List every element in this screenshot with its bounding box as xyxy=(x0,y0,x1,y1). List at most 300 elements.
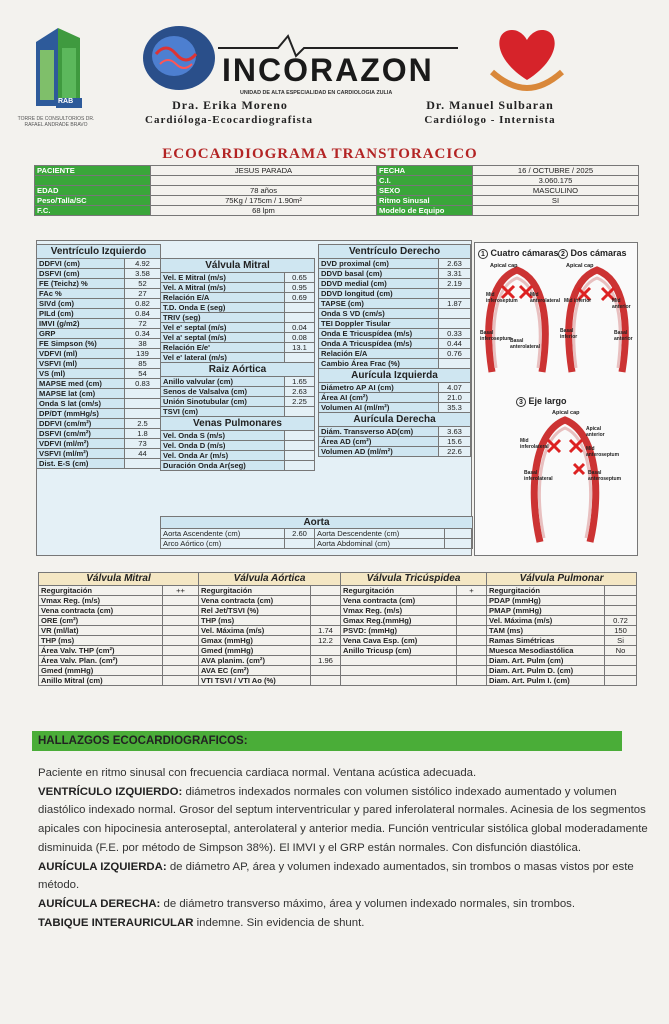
valve-aortica-label: Gmed (mmHg) xyxy=(199,646,311,656)
valve-row xyxy=(39,616,637,626)
sexo-value: MASCULINO xyxy=(473,186,639,196)
table-row xyxy=(37,329,161,339)
vi-title: Ventrículo Izquierdo xyxy=(37,245,161,259)
valve-mitral-value xyxy=(163,676,199,686)
valve-aortica-value xyxy=(311,646,341,656)
center-logo xyxy=(28,22,88,112)
row-label: DDFVI (cm/m²) xyxy=(37,419,125,429)
row-value: 3.58 xyxy=(125,269,161,279)
seg-basal-ant: Basal anterior xyxy=(614,330,633,342)
ci-value: 3.060.175 xyxy=(473,176,639,186)
row-value xyxy=(439,289,471,299)
valve-pulmonar-value: Si xyxy=(605,636,637,646)
valve-mitral-title: Válvula Mitral xyxy=(39,573,199,586)
valve-row xyxy=(39,636,637,646)
row-label: MAPSE lat (cm) xyxy=(37,389,125,399)
valve-mitral-label: Regurgitación xyxy=(39,586,163,596)
doctor2-name: Dr. Manuel Sulbaran xyxy=(426,98,554,112)
table-row xyxy=(37,429,161,439)
seg-mid-inflat: Mid inferolateral xyxy=(520,438,549,450)
valve-pulmonar-label: Diam. Art. Pulm (cm) xyxy=(487,656,605,666)
valve-mitral-value xyxy=(163,646,199,656)
findings-ti: TABIQUE INTERAURICULAR indemne. Sin evidencia de shunt. xyxy=(38,916,365,929)
table-row xyxy=(319,269,471,279)
valve-aortica-label: VTI TSVI / VTI Ao (%) xyxy=(199,676,311,686)
table-row xyxy=(161,377,315,387)
row-label: DVD proximal (cm) xyxy=(319,259,439,269)
row-value: 0.84 xyxy=(125,309,161,319)
row-label: VS (ml) xyxy=(37,369,125,379)
valve-pulmonar-label: Diam. Art. Pulm D. (cm) xyxy=(487,666,605,676)
valve-mitral-value xyxy=(163,616,199,626)
valve-aortica-label: Vel. Máxima (m/s) xyxy=(199,626,311,636)
row-label: Área AD (cm²) xyxy=(319,437,439,447)
valve-aortica-value xyxy=(311,606,341,616)
vd-table xyxy=(318,244,471,457)
table-row xyxy=(319,289,471,299)
seg-apical-cap-lax: Apical cap xyxy=(552,410,580,416)
valve-pulmonar-label: TAM (ms) xyxy=(487,626,605,636)
valve-mitral-label: Área Valv. THP (cm²) xyxy=(39,646,163,656)
table-row xyxy=(37,419,161,429)
seg-mid-ant: Mid anterior xyxy=(612,298,631,310)
row-label: Vel. Onda Ar (m/s) xyxy=(161,451,285,461)
valve-aortica-label: Vena contracta (cm) xyxy=(199,596,311,606)
vd-title: Ventrículo Derecho xyxy=(319,245,471,259)
findings-header xyxy=(32,731,622,751)
row-value: 27 xyxy=(125,289,161,299)
valve-aortica-value xyxy=(311,616,341,626)
valves-table xyxy=(38,572,637,686)
table-row xyxy=(161,441,315,451)
row-value: 0.33 xyxy=(439,329,471,339)
seg-basal-antsept: Basal anteroseptum xyxy=(588,470,622,482)
valve-row xyxy=(39,626,637,636)
table-row xyxy=(161,303,315,313)
valve-tricuspide-label: Anillo Tricusp (cm) xyxy=(341,646,457,656)
valve-pulmonar-value xyxy=(605,596,637,606)
row-value: 44 xyxy=(125,449,161,459)
doctor1-name: Dra. Erika Moreno xyxy=(172,98,288,112)
table-row xyxy=(161,397,315,407)
row-label: TSVI (cm) xyxy=(161,407,285,417)
table-row xyxy=(319,279,471,289)
valve-pulmonar-label: Vel. Máxima (m/s) xyxy=(487,616,605,626)
label-peso: Peso/Talla/SC xyxy=(35,196,151,206)
valve-pulmonar-label: Regurgitación xyxy=(487,586,605,596)
valve-pulmonar-value: 0.72 xyxy=(605,616,637,626)
row-label: DDVD longitud (cm) xyxy=(319,289,439,299)
row-label: MAPSE med (cm) xyxy=(37,379,125,389)
seg-basal-antlat: Basal anterolateral xyxy=(510,338,541,350)
table-row xyxy=(37,259,161,269)
row-value xyxy=(125,459,161,469)
row-label: Vel a' septal (m/s) xyxy=(161,333,285,343)
valve-aortica-title: Válvula Aórtica xyxy=(199,573,341,586)
brand-name: INCORAZON xyxy=(222,52,434,88)
aorta-desc-label: Aorta Descendente (cm) xyxy=(315,529,445,539)
row-value: 2.5 xyxy=(125,419,161,429)
valve-mitral-label: Vmax Reg. (m/s) xyxy=(39,596,163,606)
row-label: DSFVI (cm) xyxy=(37,269,125,279)
seg-mid-antsept: Mid anteroseptum xyxy=(586,446,620,458)
table-row xyxy=(161,313,315,323)
row-value: 1.8 xyxy=(125,429,161,439)
row-label: Diámetro AP AI (cm) xyxy=(319,383,439,393)
table-row xyxy=(37,369,161,379)
label-sexo: SEXO xyxy=(377,186,473,196)
fecha-value: 16 / OCTUBRE / 2025 xyxy=(473,166,639,176)
row-label: DP/DT (mmHg/s) xyxy=(37,409,125,419)
row-value: 0.83 xyxy=(125,379,161,389)
row-label: FE (Teichz) % xyxy=(37,279,125,289)
row-value xyxy=(439,359,471,369)
row-value: 22.6 xyxy=(439,447,471,457)
four-chamber-diagram xyxy=(478,262,561,382)
row-label: FAc % xyxy=(37,289,125,299)
seg-apical-ant: Apical anterior xyxy=(586,426,605,438)
row-value: 1.65 xyxy=(285,377,315,387)
report-title: ECOCARDIOGRAMA TRANSTORACICO xyxy=(162,146,478,162)
valve-pulmonar-value: No xyxy=(605,646,637,656)
two-chamber-diagram xyxy=(558,262,636,382)
valve-aortica-value xyxy=(311,666,341,676)
label-fecha: FECHA xyxy=(377,166,473,176)
ad-title: Aurícula Derecha xyxy=(319,413,471,427)
row-label: Dist. E-S (cm) xyxy=(37,459,125,469)
row-value: 3.31 xyxy=(439,269,471,279)
row-label: Anillo valvular (cm) xyxy=(161,377,285,387)
row-label: Área AI (cm²) xyxy=(319,393,439,403)
valve-tricuspide-label: Gmax Reg.(mmHg) xyxy=(341,616,457,626)
valve-pulmonar-value xyxy=(605,656,637,666)
valve-mitral-value xyxy=(163,596,199,606)
row-value xyxy=(439,319,471,329)
valve-pulmonar-label: Ramas Simétricas xyxy=(487,636,605,646)
valve-tricuspide-label xyxy=(341,676,457,686)
table-row xyxy=(319,259,471,269)
valve-tricuspide-value xyxy=(457,626,487,636)
valve-mitral-value xyxy=(163,636,199,646)
seg-basal-inflat: Basal inferolateral xyxy=(524,470,553,482)
row-value: 2.19 xyxy=(439,279,471,289)
aorta-asc-value: 2.60 xyxy=(285,529,315,539)
table-row xyxy=(37,269,161,279)
valve-tricuspide-value xyxy=(457,666,487,676)
valve-pulmonar-title: Válvula Pulmonar xyxy=(487,573,637,586)
aorta-abd-label: Aorta Abdominal (cm) xyxy=(315,539,445,549)
diagram-2c-label: 2 Dos cámaras xyxy=(558,248,627,259)
valve-mitral-value xyxy=(163,626,199,636)
table-row xyxy=(319,427,471,437)
row-value: 2.25 xyxy=(285,397,315,407)
row-label: TAPSE (cm) xyxy=(319,299,439,309)
valve-tricuspide-label: PSVD: (mmHg) xyxy=(341,626,457,636)
findings-vi: VENTRÍCULO IZQUIERDO: diámetros indexados normales con volumen sistólico indexado aumentado y volumen diastólico indexado normal. Grosor del septum interventricular y pared inferolateral normales. Acinesia de los segmentos apicales con hipocinesia anteroseptal, anterolateral y anterior media. Función ventricular sistólica global moderadamente disminuida (F.E. por método de Simpson 38%). El IMVI y el GRP están normales. Con disfunción diastólica. xyxy=(38,785,648,854)
diagram-long-label: 3 Eje largo xyxy=(516,396,567,407)
valve-mitral-label: THP (ms) xyxy=(39,636,163,646)
row-value xyxy=(285,441,315,451)
row-label: VSFVI (ml) xyxy=(37,359,125,369)
row-value: 4.92 xyxy=(125,259,161,269)
row-label: Senos de Valsalva (cm) xyxy=(161,387,285,397)
row-value: 15.6 xyxy=(439,437,471,447)
findings-title: HALLAZGOS ECOCARDIOGRAFICOS: xyxy=(38,735,248,747)
seg-mid-antlat: Mid anterolateral xyxy=(530,292,561,304)
table-row xyxy=(319,403,471,413)
table-row xyxy=(319,339,471,349)
fc-value: 68 lpm xyxy=(151,206,377,216)
row-label: Relación E/A xyxy=(319,349,439,359)
valve-pulmonar-label: PDAP (mmHg) xyxy=(487,596,605,606)
valve-row xyxy=(39,646,637,656)
row-label: Onda S VD (cm/s) xyxy=(319,309,439,319)
label-modelo: Modelo de Equipo xyxy=(377,206,473,216)
row-label: SIVd (cm) xyxy=(37,299,125,309)
table-row xyxy=(37,379,161,389)
row-value: 0.76 xyxy=(439,349,471,359)
valve-aortica-value xyxy=(311,596,341,606)
valve-aortica-label: THP (ms) xyxy=(199,616,311,626)
valve-mitral-label: Anillo Mitral (cm) xyxy=(39,676,163,686)
row-value: 2.63 xyxy=(285,387,315,397)
table-row xyxy=(319,329,471,339)
table-row xyxy=(37,399,161,409)
row-label: Vel. Onda S (m/s) xyxy=(161,431,285,441)
table-row xyxy=(37,349,161,359)
table-row xyxy=(319,447,471,457)
num-3-icon: 3 xyxy=(516,397,526,407)
valve-mitral-label: ORE (cm²) xyxy=(39,616,163,626)
table-row xyxy=(37,319,161,329)
ecg-line xyxy=(218,30,458,60)
row-label: Vel e' lateral (m/s) xyxy=(161,353,285,363)
label-edad: EDAD xyxy=(35,186,151,196)
seg-basal-infsept: Basal inferoseptum xyxy=(480,330,512,342)
table-row xyxy=(319,309,471,319)
row-value xyxy=(285,313,315,323)
row-value xyxy=(439,309,471,319)
row-value xyxy=(285,431,315,441)
table-row xyxy=(37,389,161,399)
row-value: 0.44 xyxy=(439,339,471,349)
valve-tricuspide-value xyxy=(457,676,487,686)
valve-tricuspide-value xyxy=(457,656,487,666)
label-ritmo: Ritmo Sinusal xyxy=(377,196,473,206)
valve-tricuspide-value xyxy=(457,646,487,656)
seg-mid-inf: Mid inferior xyxy=(564,298,592,304)
valve-tricuspide-label: Regurgitación xyxy=(341,586,457,596)
table-row xyxy=(37,309,161,319)
table-row xyxy=(37,359,161,369)
valve-row xyxy=(39,676,637,686)
row-value: 1.87 xyxy=(439,299,471,309)
valve-pulmonar-value xyxy=(605,606,637,616)
valve-aortica-value: 1.96 xyxy=(311,656,341,666)
table-row xyxy=(37,459,161,469)
mitral-title: Válvula Mitral xyxy=(161,259,315,273)
valve-aortica-value: 12.2 xyxy=(311,636,341,646)
table-row xyxy=(161,273,315,283)
table-row xyxy=(161,461,315,471)
valve-tricuspide-label: Vena contracta (cm) xyxy=(341,596,457,606)
center-name: TORRE DE CONSULTORIOS DR. RAFAEL ANDRADE BRAVO xyxy=(17,116,95,128)
row-label: IMVI (g/m2) xyxy=(37,319,125,329)
ritmo-value: SI xyxy=(473,196,639,206)
valve-tricuspide-value xyxy=(457,596,487,606)
table-row xyxy=(319,359,471,369)
row-label: DDVD medial (cm) xyxy=(319,279,439,289)
venas-title: Venas Pulmonares xyxy=(161,417,315,431)
row-value xyxy=(125,409,161,419)
row-value: 21.0 xyxy=(439,393,471,403)
valve-mitral-label: Gmed (mmHg) xyxy=(39,666,163,676)
row-label: DDFVI (cm) xyxy=(37,259,125,269)
brain-icon xyxy=(140,24,218,94)
row-label: Onda E Tricuspídea (m/s) xyxy=(319,329,439,339)
valve-pulmonar-value xyxy=(605,666,637,676)
row-value xyxy=(285,407,315,417)
row-value: 0.08 xyxy=(285,333,315,343)
row-label: Unión Sinotubular (cm) xyxy=(161,397,285,407)
table-row xyxy=(161,283,315,293)
diagram-4c-label: 1 Cuatro cámaras xyxy=(478,248,559,259)
valve-pulmonar-label: Diam. Art. Pulm I. (cm) xyxy=(487,676,605,686)
row-value: 0.69 xyxy=(285,293,315,303)
modelo-value xyxy=(473,206,639,216)
row-label: Cambio Área Frac (%) xyxy=(319,359,439,369)
row-label: DSFVI (cm/m²) xyxy=(37,429,125,439)
row-label: Onda A Tricuspídea (m/s) xyxy=(319,339,439,349)
row-value xyxy=(285,451,315,461)
center-abbrev: RAB xyxy=(58,98,74,105)
patient-table xyxy=(34,165,639,216)
row-value: 0.34 xyxy=(125,329,161,339)
valve-aortica-label: AVA EC (cm²) xyxy=(199,666,311,676)
mitral-table xyxy=(160,258,315,471)
valve-aortica-value xyxy=(311,586,341,596)
valve-tricuspide-value xyxy=(457,636,487,646)
valve-mitral-label: Área Valv. Plan. (cm²) xyxy=(39,656,163,666)
table-row xyxy=(161,293,315,303)
valve-pulmonar-value xyxy=(605,586,637,596)
findings-body xyxy=(38,764,650,932)
row-value xyxy=(125,399,161,409)
valve-pulmonar-value xyxy=(605,676,637,686)
valve-tricuspide-value: + xyxy=(457,586,487,596)
table-row xyxy=(37,299,161,309)
table-row xyxy=(161,343,315,353)
valve-pulmonar-label: PMAP (mmHg) xyxy=(487,606,605,616)
row-value: 52 xyxy=(125,279,161,289)
row-label: Vel. A Mitral (m/s) xyxy=(161,283,285,293)
valve-row xyxy=(39,656,637,666)
valve-tricuspide-value xyxy=(457,606,487,616)
aorta-table xyxy=(160,516,473,549)
valve-pulmonar-value: 150 xyxy=(605,626,637,636)
seg-apical-cap-4c: Apical cap xyxy=(490,263,518,269)
table-row xyxy=(319,299,471,309)
brand-subtitle: UNIDAD DE ALTA ESPECIALIDAD EN CARDIOLOGIA ZULIA xyxy=(240,90,393,96)
row-value: 2.63 xyxy=(439,259,471,269)
valve-tricuspide-label: Vmax Reg. (m/s) xyxy=(341,606,457,616)
valve-tricuspide-label xyxy=(341,666,457,676)
valve-mitral-value xyxy=(163,606,199,616)
valve-tricuspide-label: Vena Cava Esp. (cm) xyxy=(341,636,457,646)
row-value xyxy=(285,303,315,313)
row-label: Volumen AD (ml/m²) xyxy=(319,447,439,457)
num-2-icon: 2 xyxy=(558,249,568,259)
valve-aortica-label: Regurgitación xyxy=(199,586,311,596)
valve-aortica-label: Rel Jet/TSVI (%) xyxy=(199,606,311,616)
table-row xyxy=(37,449,161,459)
table-row xyxy=(161,323,315,333)
valve-pulmonar-label: Muesca Mesodiastólica xyxy=(487,646,605,656)
table-row xyxy=(37,439,161,449)
valve-mitral-value: ++ xyxy=(163,586,199,596)
row-label: PILd (cm) xyxy=(37,309,125,319)
valve-row xyxy=(39,666,637,676)
row-value xyxy=(125,389,161,399)
table-row xyxy=(161,431,315,441)
valve-mitral-label: Vena contracta (cm) xyxy=(39,606,163,616)
row-value: 0.04 xyxy=(285,323,315,333)
valve-aortica-label: AVA planim. (cm²) xyxy=(199,656,311,666)
doctor1-role: Cardióloga-Ecocardiografista xyxy=(145,114,313,126)
label-paciente: PACIENTE xyxy=(35,166,151,176)
table-row xyxy=(319,319,471,329)
row-value: 139 xyxy=(125,349,161,359)
table-row xyxy=(161,387,315,397)
label-ci: C.I. xyxy=(377,176,473,186)
row-value: 72 xyxy=(125,319,161,329)
row-label: VSFVI (ml/m²) xyxy=(37,449,125,459)
table-row xyxy=(161,407,315,417)
valve-mitral-value xyxy=(163,656,199,666)
row-label: Vel. E Mitral (m/s) xyxy=(161,273,285,283)
row-value: 0.65 xyxy=(285,273,315,283)
valve-row xyxy=(39,606,637,616)
valve-tricuspide-value xyxy=(457,616,487,626)
row-label: Relación E/A xyxy=(161,293,285,303)
table-row xyxy=(319,437,471,447)
row-label: TEI Doppler Tisular xyxy=(319,319,439,329)
findings-ad: AURÍCULA DERECHA: de diámetro transverso máximo, área y volumen indexado normales, sin trombos. xyxy=(38,897,576,910)
row-label: Vel e' septal (m/s) xyxy=(161,323,285,333)
valve-mitral-label: VR (ml/lat) xyxy=(39,626,163,636)
row-value: 38 xyxy=(125,339,161,349)
aorta-arco-label: Arco Aórtico (cm) xyxy=(161,539,285,549)
valve-tricuspide-title: Válvula Tricúspidea xyxy=(341,573,487,586)
edad-value: 78 años xyxy=(151,186,377,196)
row-label: T.D. Onda E (seg) xyxy=(161,303,285,313)
seg-mid-infsept: Mid inferoseptum xyxy=(486,292,518,304)
row-value: 54 xyxy=(125,369,161,379)
valve-row xyxy=(39,586,637,596)
row-value xyxy=(285,353,315,363)
table-row xyxy=(37,289,161,299)
heart-hands-icon xyxy=(472,18,582,102)
aorta-asc-label: Aorta Ascendente (cm) xyxy=(161,529,285,539)
row-label: Diám. Transverso AD(cm) xyxy=(319,427,439,437)
valve-mitral-value xyxy=(163,666,199,676)
ai-title: Aurícula Izquierda xyxy=(319,369,471,383)
row-label: Duración Onda Ar(seg) xyxy=(161,461,285,471)
paciente-value: JESUS PARADA xyxy=(151,166,377,176)
row-value: 4.07 xyxy=(439,383,471,393)
table-row xyxy=(161,353,315,363)
row-label: DDVD basal (cm) xyxy=(319,269,439,279)
